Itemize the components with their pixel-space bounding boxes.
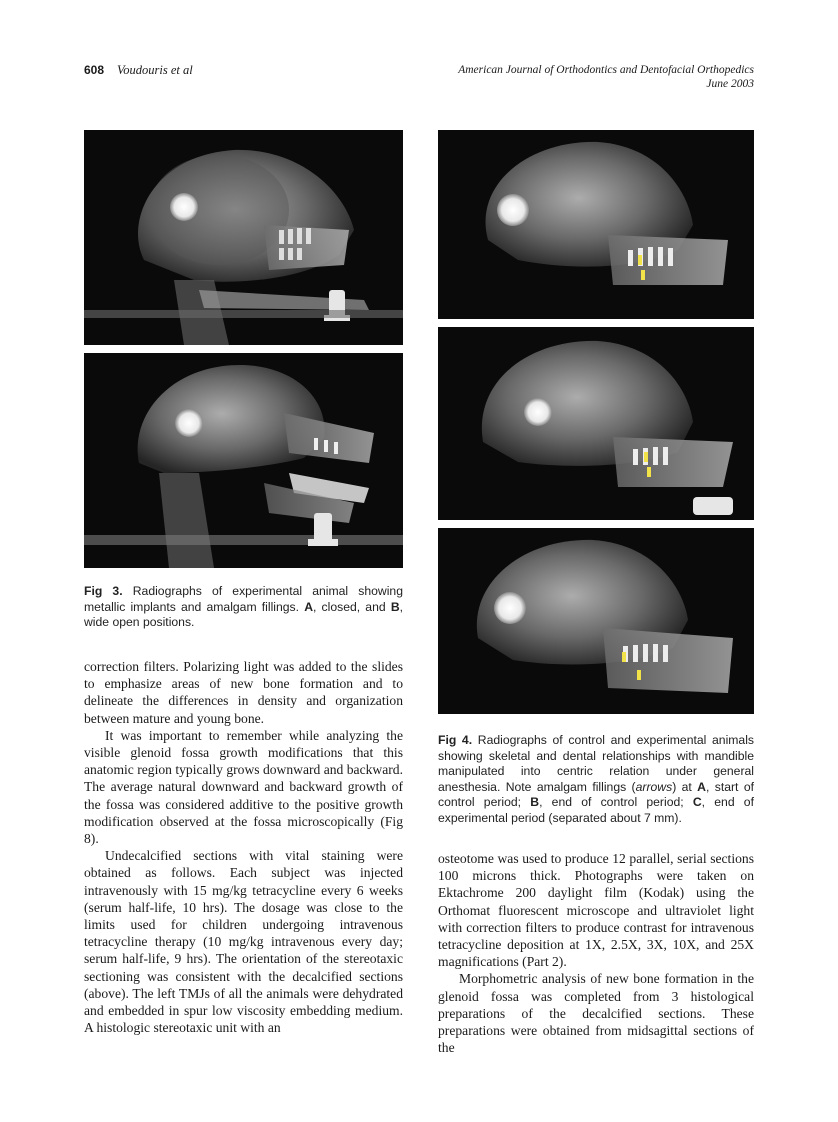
journal-header bbox=[458, 63, 754, 91]
fig3-radiograph-a bbox=[84, 130, 403, 345]
journal-date: June 2003 bbox=[706, 78, 754, 90]
fig3-caption: Fig 3. Radiographs of experimental animal showing metallic implants and amalgam fillings. A, closed, and B, wide open positions. bbox=[84, 584, 404, 629]
fig4-label: Fig 4. bbox=[438, 733, 473, 747]
fig3-radiograph-b bbox=[84, 353, 403, 568]
paragraph: correction filters. Polarizing light was added to the slides to emphasize areas of new bone formation and to delineate the differences in density and organization between mature and young bone. bbox=[84, 659, 403, 726]
fig4-radiograph-c bbox=[438, 528, 754, 714]
paragraph: It was important to remember while analyzing the visible glenoid fossa growth modifications that this anatomic region typically grows downward and backward. The average natural downward and backward growth of the fossa was considered additive to the positive growth modification observed at the fossa microscopically (Fig 8). bbox=[84, 727, 403, 847]
page-number: 608 bbox=[84, 63, 105, 77]
journal-title: American Journal of Orthodontics and Dentofacial Orthopedics bbox=[458, 64, 754, 76]
fig4-radiograph-b bbox=[438, 327, 754, 520]
paragraph: Morphometric analysis of new bone formation in the glenoid fossa was completed from 3 histological preparations of the decalcified sections. These preparations were obtained from midsagittal sections of the bbox=[438, 971, 754, 1056]
fig4-caption: Fig 4. Radiographs of control and experimental animals showing skeletal and dental relationships with mandible manipulated into centric relation under general anesthesia. Note amalgam fillings (arrows) at A, start of control period; B, end of control period; C, end of experimental period (separated about 7 mm). bbox=[438, 733, 755, 825]
running-author: Voudouris et al bbox=[117, 63, 193, 77]
paragraph: osteotome was used to produce 12 parallel, serial sections 100 microns thick. Photographs were taken on Ektachrome 200 daylight film (Kodak) using the Orthomat fluorescent microscope and ultraviolet light with correction filters to produce contrast for intravenous tetracycline deposition at 1X, 2.5X, 3X, 10X, and 25X magnifications (Part 2). bbox=[438, 851, 754, 970]
paragraph: Undecalcified sections with vital staining were obtained as follows. Each subject was injected intravenously with 15 mg/kg tetracycline every 6 weeks (serum half-life, 10 hrs). The dosage was close to the limits used for children undergoing intravenous tetracycline therapy (10 mg/kg intravenous every day; serum half-life, 9 hrs). The orientation of the stereotaxic sectioning was consistent with the decalcified sections (above). The left TMJs of all the animals were dehydrated and embedded in spur low viscosity embedding medium. A histologic stereotaxic unit with an bbox=[84, 848, 403, 1036]
right-column-text bbox=[438, 850, 754, 1056]
fig3-label: Fig 3. bbox=[84, 584, 123, 598]
fig4-radiograph-a bbox=[438, 130, 754, 319]
left-column-text bbox=[84, 658, 403, 1036]
